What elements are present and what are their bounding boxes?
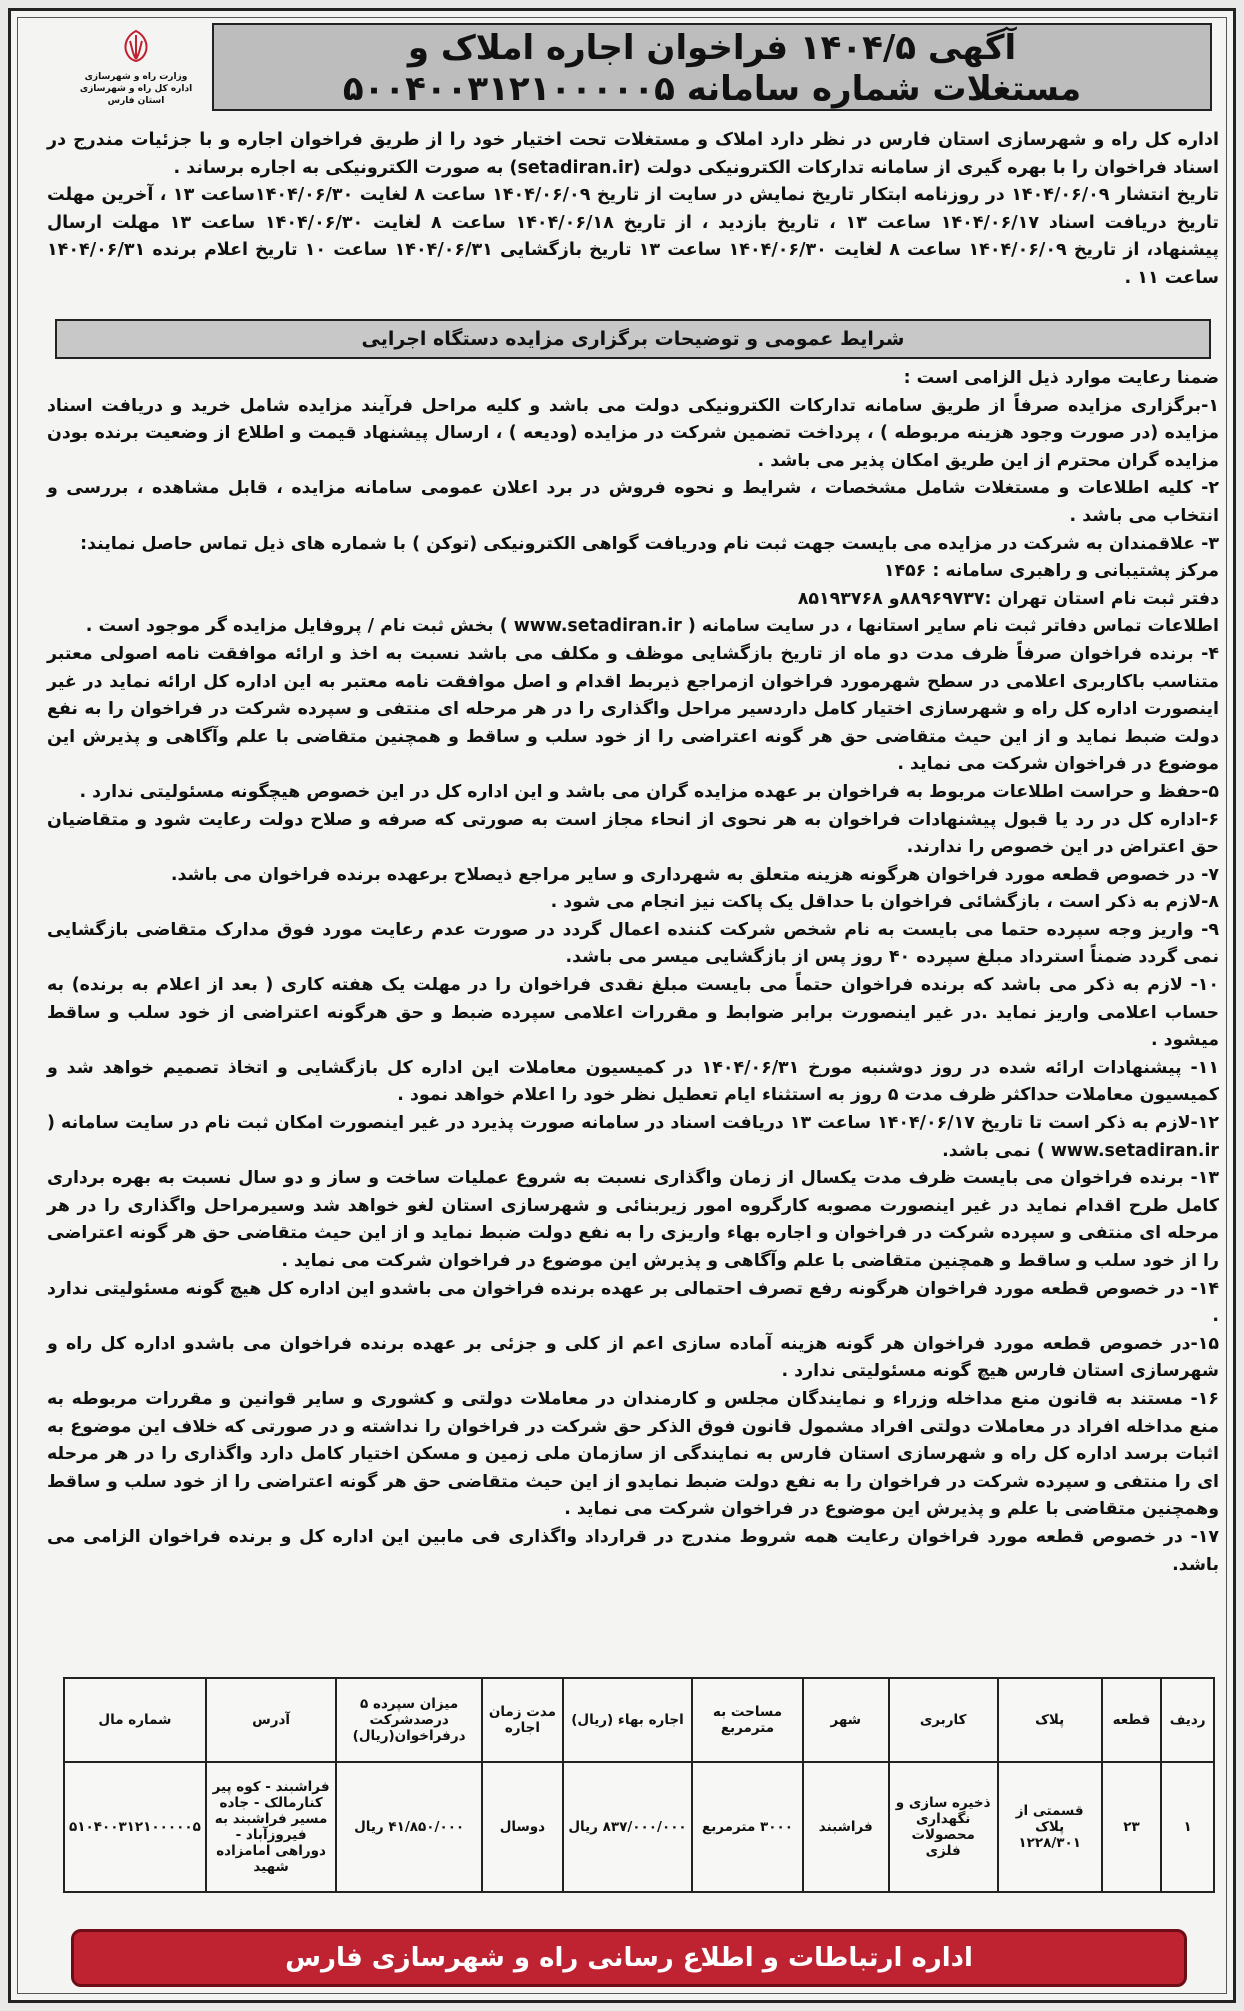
cell-row-number: ۱ bbox=[1161, 1762, 1214, 1892]
header-deposit: میزان سپرده ۵ درصدشرکت درفراخوان(ریال) bbox=[336, 1678, 482, 1762]
header bbox=[27, 21, 1217, 109]
footer-banner: اداره ارتباطات و اطلاع رسانی راه و شهرسازی فارس bbox=[71, 1929, 1187, 1987]
header-city: شهر bbox=[803, 1678, 889, 1762]
cell-property-number: ۵۱۰۴۰۰۳۱۲۱۰۰۰۰۰۵ bbox=[64, 1762, 206, 1892]
condition-item: ۱-برگزاری مزایده صرفاً از طریق سامانه تدارکات الکترونیکی دولت می باشد و کلیه مراحل فرآیند مزایده شامل خرید و دریافت اسناد مزایده (در صورت وجود هزینه مربوطه ) ، پرداخت تضمین شرکت در مزایده (ودیعه ) ، ارسال پیشنهاد قیمت و اطلاع از وضعیت برنده بودن مزایده گران محترم از این طریق امکان پذیر می باشد . bbox=[47, 395, 1219, 471]
intro-paragraph: اداره کل راه و شهرسازی استان فارس در نظر دارد املاک و مستغلات تحت اختیار خود را از طریق فراخوان اجاره و با جزئیات مندرج در اسناد فراخوان را با بهره گیری از سامانه تدارکات الکترونیکی دولت (setadiran.ir) به صورت الکترونیکی به اجاره برساند . bbox=[47, 130, 1219, 178]
header-parcel: قطعه bbox=[1102, 1678, 1162, 1762]
condition-item: ضمنا رعایت موارد ذیل الزامی است : bbox=[903, 368, 1219, 388]
condition-item: اطلاعات تماس دفاتر ثبت نام سایر استانها ، در سایت سامانه ( www.setadiran.ir ) بخش ثبت نام / پروفایل مزایده گر موجود است . bbox=[85, 616, 1219, 637]
section-title: شرایط عمومی و توضیحات برگزاری مزایده دستگاه اجرایی bbox=[55, 319, 1211, 359]
title-line-1: آگهی ۱۴۰۴/۵ فراخوان اجاره املاک و bbox=[407, 28, 1017, 68]
conditions-list bbox=[47, 365, 1219, 1579]
condition-item: ۲- کلیه اطلاعات و مستغلات شامل مشخصات ، شرایط و نحوه فروش در برد اعلان عمومی سامانه مزایده ، قابل مشاهده ، بررسی و انتخاب می باشد . bbox=[47, 478, 1219, 526]
title-box bbox=[212, 23, 1212, 111]
lots-table bbox=[63, 1677, 1215, 1893]
iran-emblem-icon bbox=[71, 29, 201, 71]
condition-item: ۱۷- در خصوص قطعه مورد فراخوان رعایت همه شروط مندرج در قرارداد واگذاری فی مابین این اداره کل و برنده فراخوان الزامی می باشد. bbox=[47, 1526, 1219, 1575]
condition-item: ۴- برنده فراخوان صرفاً ظرف مدت دو ماه از تاریخ بازگشایی موظف و مکلف می باشد نسبت به اخذ و ارائه موافقت نامه اصولی معتبر متناسب باکاربری اعلامی در سطح شهرمورد فراخوان ازمراجع ذیربط اقدام و اصل موافقت نامه معتبر به این اداره کل ارائه نماید در غیر اینصورت اداره کل راه و شهرسازی اختیار کامل داردسیر مراحل واگذاری را در هر مرحله ای منتفی و سپرده شرکت در فراخوان را به نفع دولت ضبط نماید و از این حیث متقاضی حق هر گونه اعتراضی را از خود سلب و ساقط و همچنین متقاضی با علم وآگاهی و پذیرش این موضوع در فراخوان شرکت می نماید . bbox=[47, 643, 1219, 775]
advertisement-sheet bbox=[8, 8, 1236, 2003]
header-duration: مدت زمان اجاره bbox=[482, 1678, 563, 1762]
condition-item: ۵-حفظ و حراست اطلاعات مربوط به فراخوان بر عهده مزایده گران می باشد و این اداره کل در این خصوص هیچگونه مسئولیتی ندارد . bbox=[79, 781, 1219, 802]
title-line-2: مستغلات شماره سامانه ۵۰۰۴۰۰۳۱۲۱۰۰۰۰۰۵ bbox=[342, 69, 1082, 109]
ministry-logo bbox=[71, 29, 201, 109]
table-header-row bbox=[64, 1678, 1214, 1762]
header-rent: اجاره بهاء (ریال) bbox=[563, 1678, 692, 1762]
cell-parcel: ۲۳ bbox=[1102, 1762, 1162, 1892]
header-plaque: پلاک bbox=[998, 1678, 1102, 1762]
intro-text bbox=[47, 127, 1219, 293]
intro-paragraph: تاریخ انتشار ۱۴۰۴/۰۶/۰۹ در روزنامه ابتکار تاریخ نمایش در سایت از تاریخ ۱۴۰۴/۰۶/۰۹ ساعت ۸ لغایت ۱۴۰۴/۰۶/۳۰ساعت ۱۳ ، آخرین مهلت تاریخ دریافت اسناد ۱۴۰۴/۰۶/۱۷ ساعت ۱۳ ، تاریخ بازدید ، از تاریخ ۱۴۰۴/۰۶/۱۸ ساعت ۸ لغایت ۱۴۰۴/۰۶/۳۰ ساعت ۱۳ مهلت ارسال پیشنهاد، از تاریخ ۱۴۰۴/۰۶/۰۹ ساعت ۸ لغایت ۱۴۰۴/۰۶/۳۰ ساعت ۱۳ تاریخ بازگشایی ۱۴۰۴/۰۶/۳۱ ساعت ۱۰ تاریخ اعلام برنده ۱۴۰۴/۰۶/۳۱ ساعت ۱۱ . bbox=[47, 185, 1219, 288]
condition-item: ۶-اداره کل در رد یا قبول پیشنهادات فراخوان به هر نحوی از انحاء مجاز است به صورتی که صرفه و صلاح دولت رعایت شود و متقاضیان حق اعتراض در این خصوص را ندارند. bbox=[47, 809, 1219, 858]
condition-item: ۱۵-در خصوص قطعه مورد فراخوان هر گونه هزینه آماده سازی اعم از کلی و جزئی بر عهده برنده فراخوان می باشدو اداره کل راه و شهرسازی استان فارس هیچ گونه مسئولیتی ندارد . bbox=[47, 1333, 1219, 1382]
condition-item: ۸-لازم به ذکر است ، بازگشائی فراخوان با حداقل یک پاکت نیز انجام می شود . bbox=[550, 892, 1219, 913]
header-row-number: ردیف bbox=[1161, 1678, 1214, 1762]
condition-item: ۳- علاقمندان به شرکت در مزایده می بایست جهت ثبت نام ودریافت گواهی الکترونیکی (توکن ) با شماره های ذیل تماس حاصل نمایند: bbox=[80, 533, 1219, 554]
condition-item: ۱۱- پیشنهادات ارائه شده در روز دوشنبه مورخ ۱۴۰۴/۰۶/۳۱ در کمیسیون معاملات این اداره کل بازگشایی و اتخاذ تصمیم خواهد شد و کمیسیون معاملات حداکثر ظرف مدت ۵ روز به استثناء ایام تعطیل نظر خود را اعلام خواهد نمود . bbox=[47, 1057, 1219, 1106]
cell-address: فراشبند - کوه پیر کنارمالک - جاده مسیر فراشبند به فیروزآباد - دوراهی امامزاده شهید bbox=[206, 1762, 336, 1892]
condition-item: ۷- در خصوص قطعه مورد فراخوان هرگونه هزینه متعلق به شهرداری و سایر مراجع ذیصلاح برعهده برنده فراخوان می باشد. bbox=[170, 864, 1219, 885]
cell-duration: دوسال bbox=[482, 1762, 563, 1892]
condition-item: ۹- واریز وجه سپرده حتما می بایست به نام شخص شرکت کننده اعمال گردد در صورت عدم رعایت مورد فوق مدارک متقاضی بازگشایی نمی گردد ضمناً استرداد مبلغ سپرده ۴۰ روز پس از بازگشایی میسر می باشد. bbox=[47, 919, 1219, 968]
table-row bbox=[64, 1762, 1214, 1892]
logo-text-2: اداره کل راه و شهرسازی استان فارس bbox=[79, 84, 193, 106]
header-usage: کاربری bbox=[889, 1678, 998, 1762]
cell-deposit: ۴۱/۸۵۰/۰۰۰ ریال bbox=[336, 1762, 482, 1892]
header-property-number: شماره مال bbox=[64, 1678, 206, 1762]
condition-item: ۱۰- لازم به ذکر می باشد که برنده فراخوان حتماً می بایست مبلغ نقدی فراخوان را در مهلت یک هفته کاری ( بعد از اعلام به برنده) به حساب اعلامی واریز نماید .در غیر اینصورت برابر ضوابط و مقررات اعلامی سپرده ضبط و حق هرگونه اعتراضی از خود سلب و ساقط میشود . bbox=[47, 975, 1219, 1051]
cell-usage: ذخیره سازی و نگهداری محصولات فلزی bbox=[889, 1762, 998, 1892]
header-address: آدرس bbox=[206, 1678, 336, 1762]
cell-rent: ۸۳۷/۰۰۰/۰۰۰ ریال bbox=[563, 1762, 692, 1892]
header-area: مساحت به مترمربع bbox=[692, 1678, 803, 1762]
logo-text-1: وزارت راه و شهرسازی bbox=[84, 72, 188, 82]
condition-item: دفتر ثبت نام استان تهران :۸۸۹۶۹۷۳۷و ۸۵۱۹۳۷۶۸ bbox=[797, 588, 1219, 609]
condition-item: مرکز پشتیبانی و راهبری سامانه : ۱۴۵۶ bbox=[883, 561, 1219, 582]
cell-plaque: قسمتی از پلاک ۱۲۲۸/۳۰۱ bbox=[998, 1762, 1102, 1892]
condition-item: ۱۶- مستند به قانون منع مداخله وزراء و نمایندگان مجلس و کارمندان در معاملات دولتی و کشوری و سایر قوانین و مقررات مربوطه به منع مداخله افراد در معاملات دولتی افراد مشمول قانون فوق الذکر حق شرکت در فراخوان را نداشته و در صورتی که خلاف این موضوع به اثبات برسد اداره کل راه و شهرسازی استان فارس به نمایندگی از سازمان ملی زمین و مسکن اختیار کامل دارد واگذاری را در هر مرحله ای را منتفی و سپرده شرکت در فراخوان را به نفع دولت ضبط نمایدو از این حیث متقاضی حق هر گونه اعتراضی را از خود سلب و ساقط وهمچنین متقاضی با علم و پذیرش این موضوع در فراخوان شرکت می نماید . bbox=[47, 1388, 1219, 1520]
condition-item: ۱۴- در خصوص قطعه مورد فراخوان هرگونه رفع تصرف احتمالی بر عهده برنده فراخوان می باشدو این اداره کل هیچ گونه مسئولیتی ندارد . bbox=[47, 1278, 1219, 1327]
condition-item: ۱۳- برنده فراخوان می بایست ظرف مدت یکسال از زمان واگذاری نسبت به شروع عملیات ساخت و ساز و دو سال نسبت به بهره برداری کامل طرح اقدام نماید در غیر اینصورت مصوبه کارگروه امور زیربنائی و شهرسازی استان لغو خواهد شد وسیرمراحل واگذاری را در هر مرحله ای منتفی و سپرده شرکت در فراخوان و اجاره بهاء واریزی را به نفع دولت ضبط نماید و از این حیث متقاضی حق هر گونه اعتراضی را از خود سلب و ساقط و همچنین متقاضی با علم وآگاهی و پذیرش این موضوع در فراخوان شرکت می نماید . bbox=[47, 1168, 1219, 1271]
cell-city: فراشبند bbox=[803, 1762, 889, 1892]
condition-item: ۱۲-لازم به ذکر است تا تاریخ ۱۴۰۴/۰۶/۱۷ ساعت ۱۳ دریافت اسناد در سامانه صورت پذیرد در غیر اینصورت امکان ثبت نام در سایت سامانه ( www.setadiran.ir ) نمی باشد. bbox=[47, 1113, 1219, 1161]
cell-area: ۳۰۰۰ مترمربع bbox=[692, 1762, 803, 1892]
